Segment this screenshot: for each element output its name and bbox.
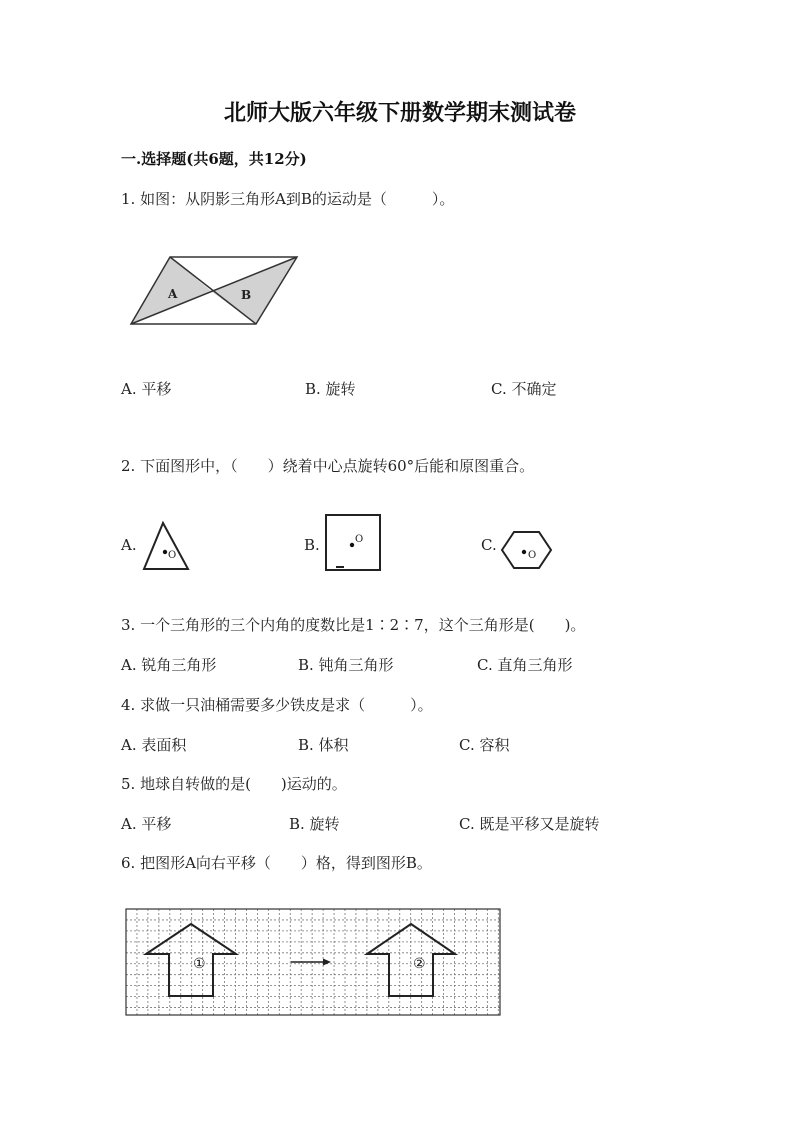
translation-arrow-head: [323, 959, 331, 966]
equilateral-triangle: [144, 523, 188, 569]
q3-option-b[interactable]: B. 钝角三角形: [298, 656, 394, 674]
center-label: O: [355, 534, 364, 545]
square: [326, 515, 380, 570]
question-4-text: 4. 求做一只油桶需要多少铁皮是求（ ）。: [121, 696, 433, 714]
center-label: O: [528, 550, 537, 561]
shaded-triangle-b: [211, 257, 297, 324]
shape-1-label: ①: [193, 956, 206, 972]
q4-option-c[interactable]: C. 容积: [459, 736, 510, 754]
question-6-text: 6. 把图形A向右平移（ ）格，得到图形B。: [121, 854, 432, 872]
label-b: B: [241, 288, 252, 302]
question-3-text: 3. 一个三角形的三个内角的度数比是1∶2∶7，这个三角形是( )。: [121, 616, 586, 634]
hexagon: [502, 532, 551, 568]
center-point: [522, 550, 526, 554]
q5-option-a[interactable]: A. 平移: [121, 815, 172, 833]
q2-option-c[interactable]: C.: [481, 536, 497, 554]
center-point: [163, 550, 167, 554]
q1-parallelogram-figure: [120, 248, 310, 332]
page-title: 北师大版六年级下册数学期末测试卷: [223, 100, 576, 126]
q5-option-b[interactable]: B. 旋转: [289, 815, 340, 833]
q2-option-a[interactable]: A.: [121, 536, 137, 554]
shape-2-label: ②: [413, 956, 426, 972]
q2-option-b[interactable]: B.: [304, 536, 320, 554]
q1-option-a[interactable]: A. 平移: [121, 380, 172, 398]
question-5-text: 5. 地球自转做的是( )运动的。: [121, 775, 347, 793]
q3-option-c[interactable]: C. 直角三角形: [477, 656, 573, 674]
arrow-shape-1: [146, 924, 236, 996]
q5-option-c[interactable]: C. 既是平移又是旋转: [459, 815, 600, 833]
question-2-text: 2. 下面图形中，（ ）绕着中心点旋转60°后能和原图重合。: [121, 457, 535, 475]
q4-option-a[interactable]: A. 表面积: [121, 736, 187, 754]
center-point: [350, 543, 354, 547]
center-label: O: [168, 550, 177, 561]
q1-option-c[interactable]: C. 不确定: [491, 380, 557, 398]
question-1-text: 1. 如图：从阴影三角形A到B的运动是（ ）。: [121, 190, 455, 208]
q3-option-a[interactable]: A. 锐角三角形: [121, 656, 217, 674]
q2-square-figure: [322, 512, 382, 572]
section-heading: 一.选择题(共6题，共12分): [121, 150, 307, 168]
q4-option-b[interactable]: B. 体积: [298, 736, 349, 754]
q2-triangle-figure: [140, 519, 192, 571]
label-a: A: [168, 287, 178, 301]
q6-grid-figure: [124, 907, 504, 1019]
q1-option-b[interactable]: B. 旋转: [305, 380, 356, 398]
q2-hexagon-figure: [500, 528, 554, 574]
